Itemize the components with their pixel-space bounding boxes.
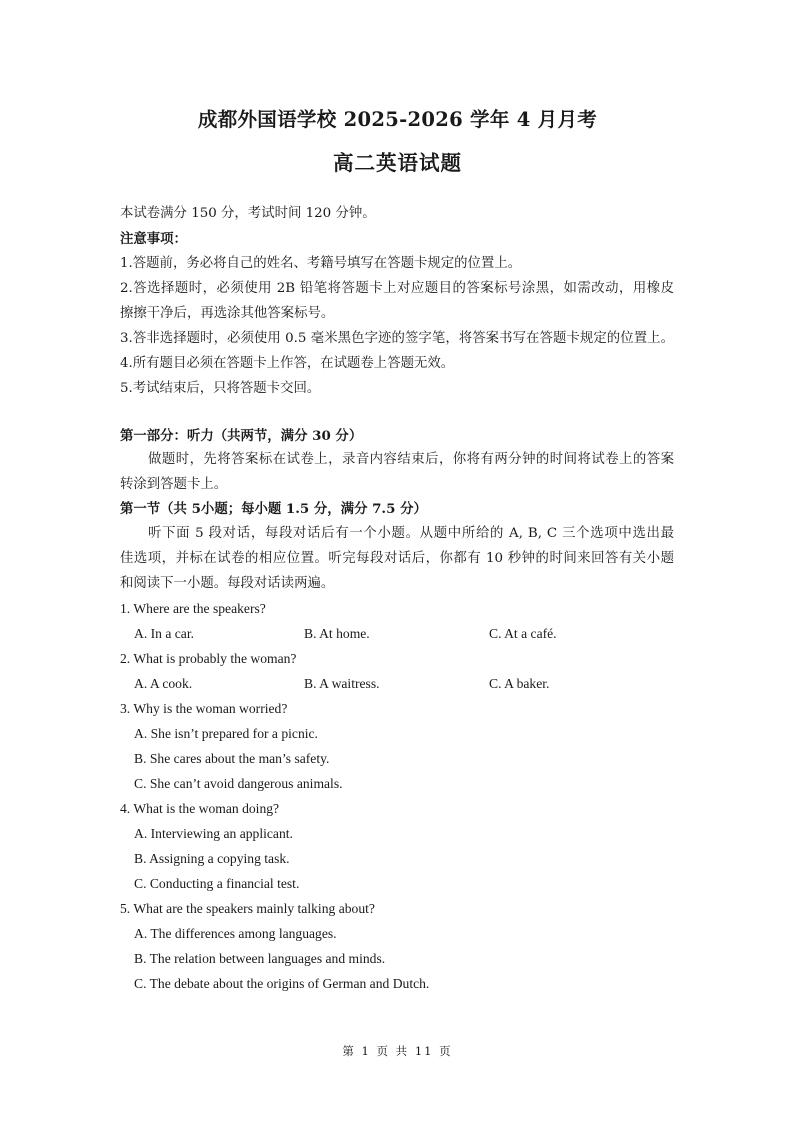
question-stem-4: 4. What is the woman doing?	[120, 801, 280, 816]
question-3-option-c: C. She can’t avoid dangerous animals.	[134, 776, 343, 791]
question-5-option-c: C. The debate about the origins of German and Dutch.	[134, 976, 430, 991]
question-2-option-a: A. A cook.	[134, 676, 193, 691]
part1-instruction-cont: 转涂到答题卡上。	[120, 477, 228, 492]
part1-instruction: 做题时，先将答案标在试卷上，录音内容结束后，你将有两分钟的时间将试卷上的答案	[148, 452, 674, 467]
question-1-option-a: A. In a car.	[134, 626, 195, 641]
question-3-option-b: B. She cares about the man’s safety.	[134, 751, 330, 766]
question-stem-5: 5. What are the speakers mainly talking about?	[120, 901, 375, 916]
question-stem-1: 1. Where are the speakers?	[120, 601, 266, 616]
question-1-option-c: C. At a café.	[489, 626, 557, 641]
note-item: 4.所有题目必须在答题卡上作答，在试题卷上答题无效。	[120, 356, 455, 371]
question-4-option-a: A. Interviewing an applicant.	[134, 826, 293, 841]
section1-instruction-cont: 和阅读下一小题。每段对话读两遍。	[120, 576, 335, 591]
exam-subtitle: 高二英语试题	[333, 151, 462, 175]
question-4-option-c: C. Conducting a financial test.	[134, 876, 300, 891]
question-1-option-b: B. At home.	[304, 626, 370, 641]
note-item: 2.答选择题时，必须使用 2B 铅笔将答题卡上对应题目的答案标号涂黑，如需改动，用橡皮	[120, 281, 674, 296]
score-time-note: 本试卷满分 150 分，考试时间 120 分钟。	[120, 206, 376, 221]
question-2-option-b: B. A waitress.	[304, 676, 380, 691]
note-item: 1.答题前，务必将自己的姓名、考籍号填写在答题卡规定的位置上。	[120, 256, 522, 271]
question-5-option-a: A. The differences among languages.	[134, 926, 337, 941]
exam-title: 成都外国语学校 2025-2026 学年 4 月月考	[197, 108, 598, 131]
note-item: 5.考试结束后，只将答题卡交回。	[120, 381, 321, 396]
note-item: 擦擦干净后，再选涂其他答案标号。	[120, 306, 335, 321]
section1-instruction: 听下面 5 段对话，每段对话后有一个小题。从题中所给的 A, B, C 三个选项中选出最	[148, 526, 674, 541]
question-3-option-a: A. She isn’t prepared for a picnic.	[134, 726, 318, 741]
question-stem-2: 2. What is probably the woman?	[120, 651, 297, 666]
section1-heading: 第一节（共 5小题；每小题 1.5 分，满分 7.5 分）	[120, 501, 427, 517]
page-number-footer: 第 1 页 共 11 页	[342, 1044, 453, 1058]
part1-heading: 第一部分：听力（共两节，满分 30 分）	[120, 428, 363, 444]
question-2-option-c: C. A baker.	[489, 676, 550, 691]
notes-heading: 注意事项：	[120, 231, 187, 247]
section1-instruction-cont: 佳选项，并标在试卷的相应位置。听完每段对话后，你都有 10 秒钟的时间来回答有关小题	[120, 551, 674, 566]
question-4-option-b: B. Assigning a copying task.	[134, 851, 290, 866]
note-item: 3.答非选择题时，必须使用 0.5 毫米黑色字迹的签字笔，将答案书写在答题卡规定的位置上。	[120, 331, 674, 346]
question-stem-3: 3. Why is the woman worried?	[120, 701, 288, 716]
question-5-option-b: B. The relation between languages and minds.	[134, 951, 386, 966]
